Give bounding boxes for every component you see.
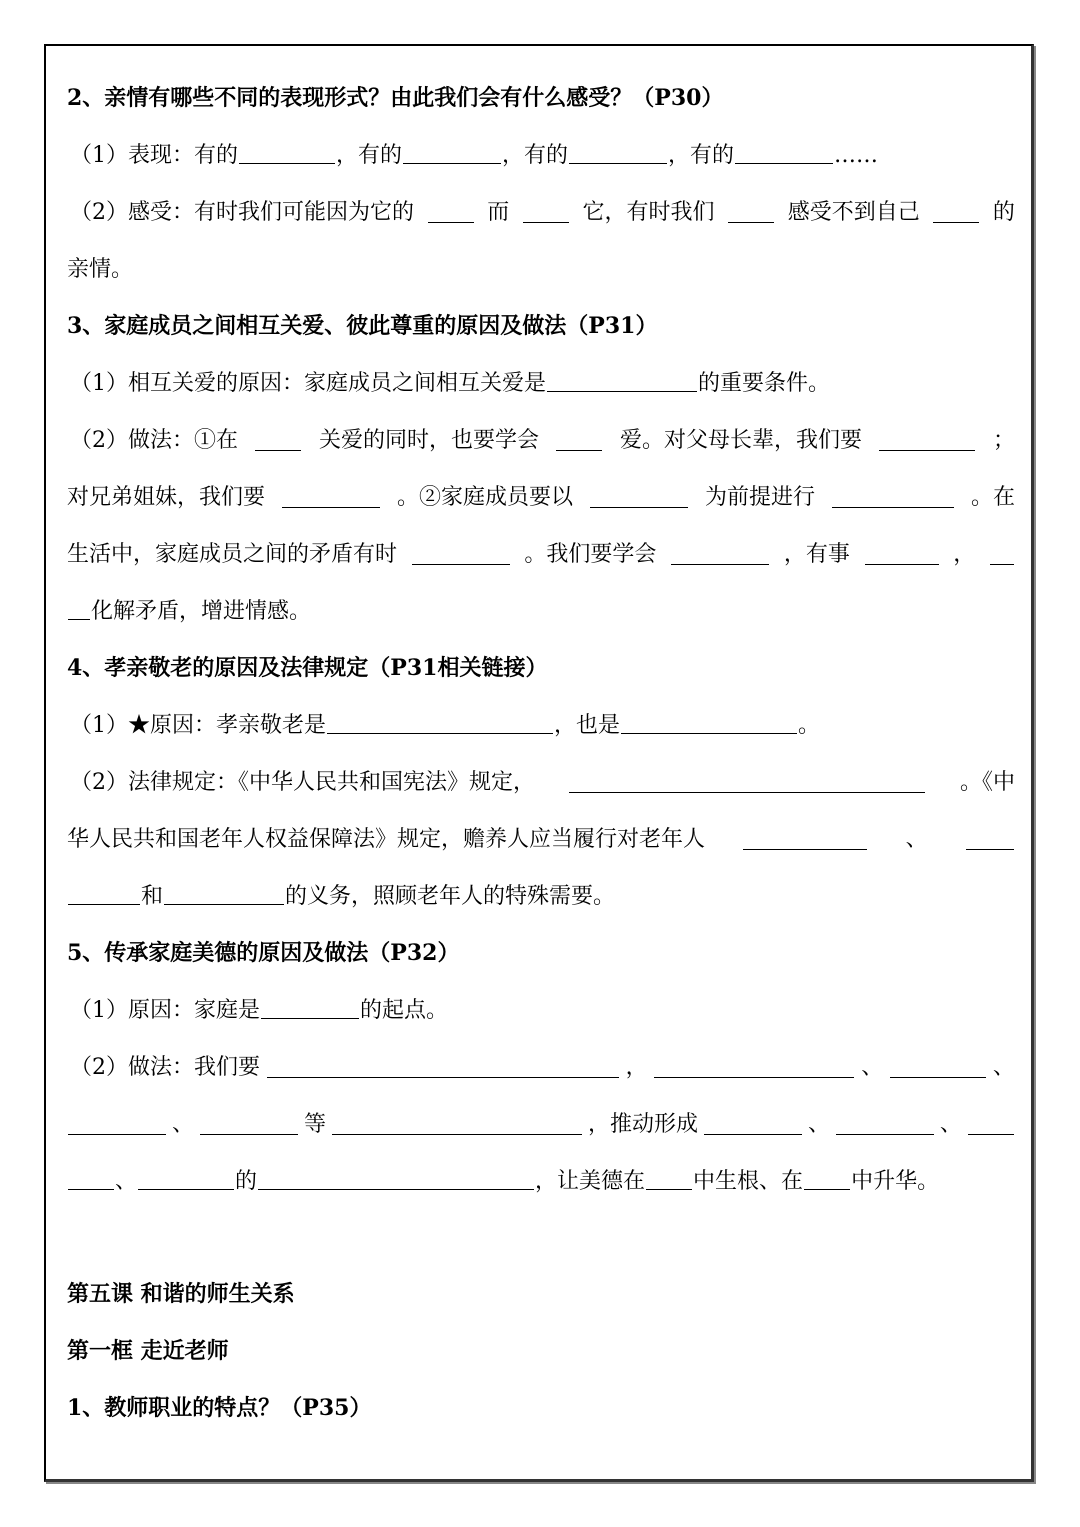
blank[interactable] — [832, 487, 954, 508]
lesson-title: 第五课 和谐的师生关系 — [67, 1281, 295, 1307]
q2-line-2 — [67, 184, 1015, 241]
blank[interactable] — [704, 1114, 802, 1135]
blank[interactable] — [412, 544, 510, 565]
text: 。在 — [970, 485, 1015, 510]
worksheet-content — [67, 70, 1017, 1437]
blank[interactable] — [556, 430, 602, 451]
blank[interactable] — [258, 1169, 534, 1190]
blank[interactable] — [68, 884, 140, 905]
text: 化解矛盾，增进情感。 — [91, 599, 312, 624]
text: 、 — [939, 1112, 962, 1137]
text: 的 — [235, 1169, 258, 1194]
text: 华人民共和国老年人权益保障法》规定，赡养人应当履行对老年人 — [67, 827, 706, 852]
text: 、 — [807, 1112, 830, 1137]
q4-line-3 — [67, 811, 1015, 868]
blank[interactable] — [621, 713, 797, 734]
blank[interactable] — [200, 1114, 298, 1135]
text: 而 — [487, 200, 510, 225]
blank[interactable] — [428, 202, 474, 223]
blank[interactable] — [966, 829, 1014, 850]
blank[interactable] — [261, 998, 359, 1019]
q2-line-1 — [67, 127, 1017, 184]
text: ，有的 — [502, 143, 569, 168]
q3-line-5 — [67, 583, 1017, 640]
blank[interactable] — [590, 487, 688, 508]
blank[interactable] — [282, 487, 380, 508]
text: （1）★原因：孝亲敬老是 — [70, 713, 326, 738]
text: 、 — [171, 1112, 194, 1137]
text: 它，有时我们 — [582, 200, 715, 225]
text: ， — [953, 542, 976, 567]
blank[interactable] — [735, 143, 833, 164]
blank[interactable] — [654, 1057, 854, 1078]
blank[interactable] — [569, 143, 667, 164]
text: （2）做法：①在 — [70, 428, 238, 453]
q3-line-3 — [67, 469, 1015, 526]
blank[interactable] — [933, 202, 979, 223]
text: ； — [992, 428, 1015, 453]
text: 。②家庭成员要以 — [396, 485, 573, 510]
text: 等 — [303, 1112, 326, 1137]
q3-line-4 — [67, 526, 1015, 583]
section-title: 第一框 走近老师 — [67, 1338, 229, 1364]
q3-heading: 3、家庭成员之间相互关爱、彼此尊重的原因及做法（P31） — [67, 313, 658, 339]
text: 为前提进行 — [704, 485, 815, 510]
text: ，也是 — [554, 713, 621, 738]
text: 的 — [992, 200, 1015, 225]
text: 中生根、在 — [693, 1169, 804, 1194]
blank[interactable] — [523, 202, 569, 223]
q4-line-2 — [67, 754, 1015, 811]
blank[interactable] — [836, 1114, 934, 1135]
text: 生活中，家庭成员之间的矛盾有时 — [67, 542, 398, 567]
lesson-q1-heading: 1、教师职业的特点？（P35） — [67, 1395, 372, 1421]
blank[interactable] — [671, 544, 769, 565]
text: （1）表现：有的 — [70, 143, 238, 168]
text: （1）原因：家庭是 — [70, 998, 260, 1023]
blank[interactable] — [68, 1114, 166, 1135]
text: 的起点。 — [360, 998, 449, 1023]
blank[interactable] — [68, 1169, 114, 1190]
text: ，推动形成 — [587, 1112, 698, 1137]
q5-line-2 — [67, 1039, 1015, 1096]
blank[interactable] — [332, 1114, 582, 1135]
blank[interactable] — [865, 544, 939, 565]
text: 爱。对父母长辈，我们要 — [619, 428, 862, 453]
blank[interactable] — [990, 544, 1014, 565]
text: （2）感受：有时我们可能因为它的 — [70, 200, 414, 225]
q5-heading: 5、传承家庭美德的原因及做法（P32） — [67, 940, 460, 966]
text: 的义务，照顾老年人的特殊需要。 — [285, 884, 616, 909]
text: 。我们要学会 — [524, 542, 657, 567]
text: 、 — [861, 1055, 884, 1080]
blank[interactable] — [267, 1057, 619, 1078]
blank[interactable] — [968, 1114, 1014, 1135]
blank[interactable] — [804, 1169, 850, 1190]
blank[interactable] — [728, 202, 774, 223]
blank[interactable] — [879, 430, 975, 451]
text: （2）做法：我们要 — [70, 1055, 260, 1080]
text: ，让美德在 — [535, 1169, 646, 1194]
blank[interactable] — [646, 1169, 692, 1190]
blank[interactable] — [138, 1169, 234, 1190]
text: 、 — [992, 1055, 1015, 1080]
text: 。 — [798, 713, 821, 738]
text: 对兄弟姐妹，我们要 — [67, 485, 266, 510]
text: 、 — [905, 827, 928, 852]
blank[interactable] — [164, 884, 284, 905]
text: 关爱的同时，也要学会 — [318, 428, 539, 453]
q5-line-4 — [67, 1153, 1017, 1210]
q2-heading: 2、亲情有哪些不同的表现形式？由此我们会有什么感受？（P30） — [67, 85, 724, 111]
blank[interactable] — [547, 371, 697, 392]
blank[interactable] — [68, 599, 90, 620]
blank[interactable] — [743, 829, 867, 850]
q4-line-4 — [67, 868, 1017, 925]
q4-line-1 — [67, 697, 1017, 754]
q4-heading: 4、孝亲敬老的原因及法律规定（P31相关链接） — [67, 655, 548, 681]
text: 中升华。 — [851, 1169, 940, 1194]
blank[interactable] — [239, 143, 335, 164]
text: 和 — [141, 884, 164, 909]
q3-line-2 — [67, 412, 1015, 469]
q5-line-1 — [67, 982, 1017, 1039]
blank[interactable] — [890, 1057, 986, 1078]
q2-line-3: 亲情。 — [67, 257, 134, 282]
text: ， — [625, 1055, 648, 1080]
text: 。《中 — [959, 770, 1015, 795]
text: 、 — [115, 1169, 138, 1194]
blank[interactable] — [327, 713, 553, 734]
q5-line-3 — [67, 1096, 1015, 1153]
text: …… — [834, 143, 879, 168]
blank[interactable] — [255, 430, 301, 451]
spacer — [67, 1210, 1017, 1266]
text: 感受不到自己 — [787, 200, 920, 225]
q3-line-1 — [67, 355, 1017, 412]
blank[interactable] — [403, 143, 501, 164]
text: （2）法律规定：《中华人民共和国宪法》规定， — [70, 770, 535, 795]
text: ，有事 — [783, 542, 850, 567]
text: ，有的 — [668, 143, 735, 168]
text: 的重要条件。 — [698, 371, 831, 396]
text: （1）相互关爱的原因：家庭成员之间相互关爱是 — [70, 371, 546, 396]
blank[interactable] — [569, 772, 925, 793]
text: ，有的 — [336, 143, 403, 168]
